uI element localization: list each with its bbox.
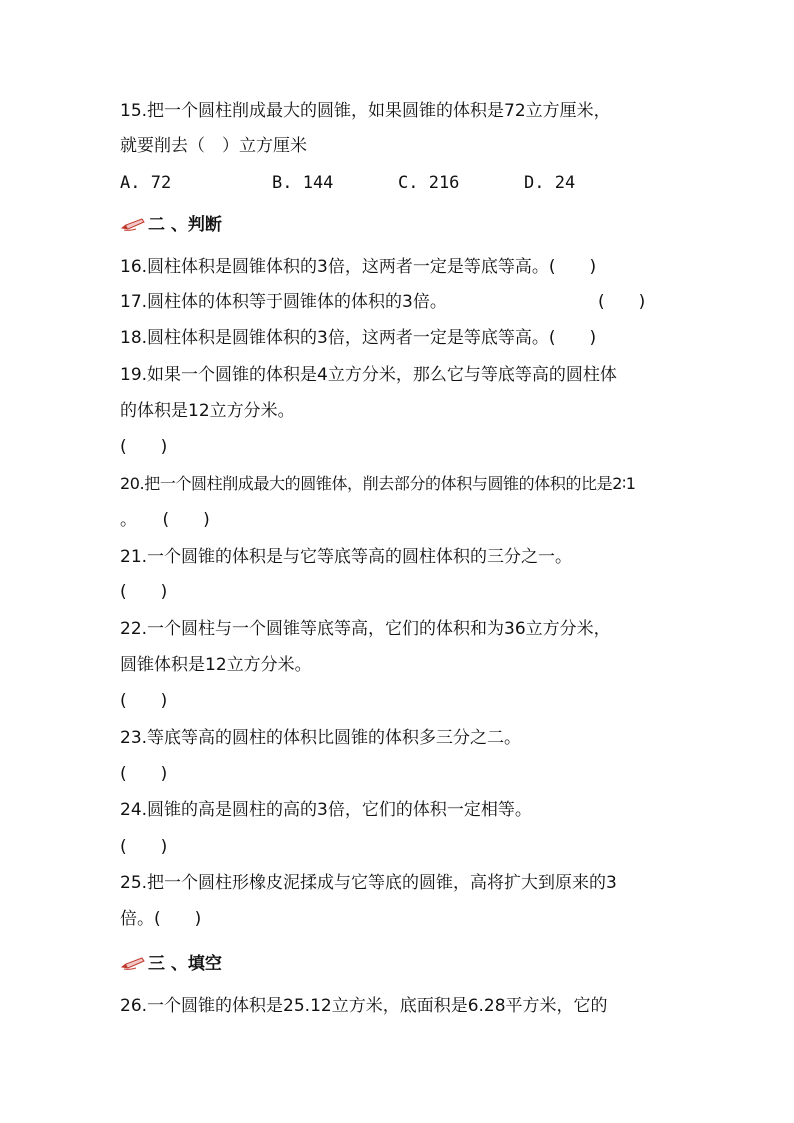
q19-line1: 19.如果一个圆锥的体积是4立方分米，那么它与等底等高的圆柱体: [120, 365, 617, 385]
q22-answer-paren: ( ): [120, 691, 168, 711]
q15-option-c: C. 216: [398, 173, 460, 193]
section-3-title: 三 、填空: [148, 954, 222, 974]
q15-option-b: B. 144: [272, 173, 334, 193]
q21-answer-paren: ( ): [120, 582, 168, 602]
q24-line1: 24.圆锥的高是圆柱的高的3倍，它们的体积一定相等。: [120, 800, 532, 820]
q26-line1: 26.一个圆锥的体积是25.12立方米，底面积是6.28平方米，它的: [120, 996, 608, 1016]
q19-answer-paren: ( ): [120, 437, 168, 457]
q22-line1: 22.一个圆柱与一个圆锥等底等高，它们的体积和为36立方分米，: [120, 619, 611, 639]
q24-answer-paren: ( ): [120, 837, 168, 857]
pencil-icon: [120, 217, 146, 231]
q20-line2: 。 ( ): [120, 510, 210, 530]
q15-line1: 15.把一个圆柱削成最大的圆锥，如果圆锥的体积是72立方厘米，: [120, 101, 611, 121]
q25-line2: 倍。( ): [120, 909, 202, 929]
q18: 18.圆柱体积是圆锥体积的3倍，这两者一定是等底等高。( ): [120, 328, 597, 348]
q23-line1: 23.等底等高的圆柱的体积比圆锥的体积多三分之二。: [120, 728, 522, 748]
q15-option-a: A. 72: [120, 173, 172, 193]
q23-answer-paren: ( ): [120, 764, 168, 784]
q20-line1: 20.把一个圆柱削成最大的圆锥体，削去部分的体积与圆锥的体积的比是2∶1: [120, 474, 636, 493]
section-2-title: 二 、判断: [148, 215, 222, 235]
q17-answer-paren: ( ): [598, 292, 646, 312]
section-2-heading: [120, 214, 222, 236]
q25-line1: 25.把一个圆柱形橡皮泥揉成与它等底的圆锥，高将扩大到原来的3: [120, 873, 617, 893]
pencil-icon: [120, 956, 146, 970]
q16: 16.圆柱体积是圆锥体积的3倍，这两者一定是等底等高。( ): [120, 257, 597, 277]
q21-line1: 21.一个圆锥的体积是与它等底等高的圆柱体积的三分之一。: [120, 547, 573, 567]
q19-line2: 的体积是12立方分米。: [120, 401, 295, 421]
q22-line2: 圆锥体积是12立方分米。: [120, 655, 312, 675]
q15-option-d: D. 24: [524, 173, 576, 193]
q17: 17.圆柱体的体积等于圆锥体的体积的3倍。: [120, 292, 447, 312]
section-3-heading: [120, 953, 222, 975]
q15-line2: 就要削去（ ）立方厘米: [120, 136, 307, 156]
